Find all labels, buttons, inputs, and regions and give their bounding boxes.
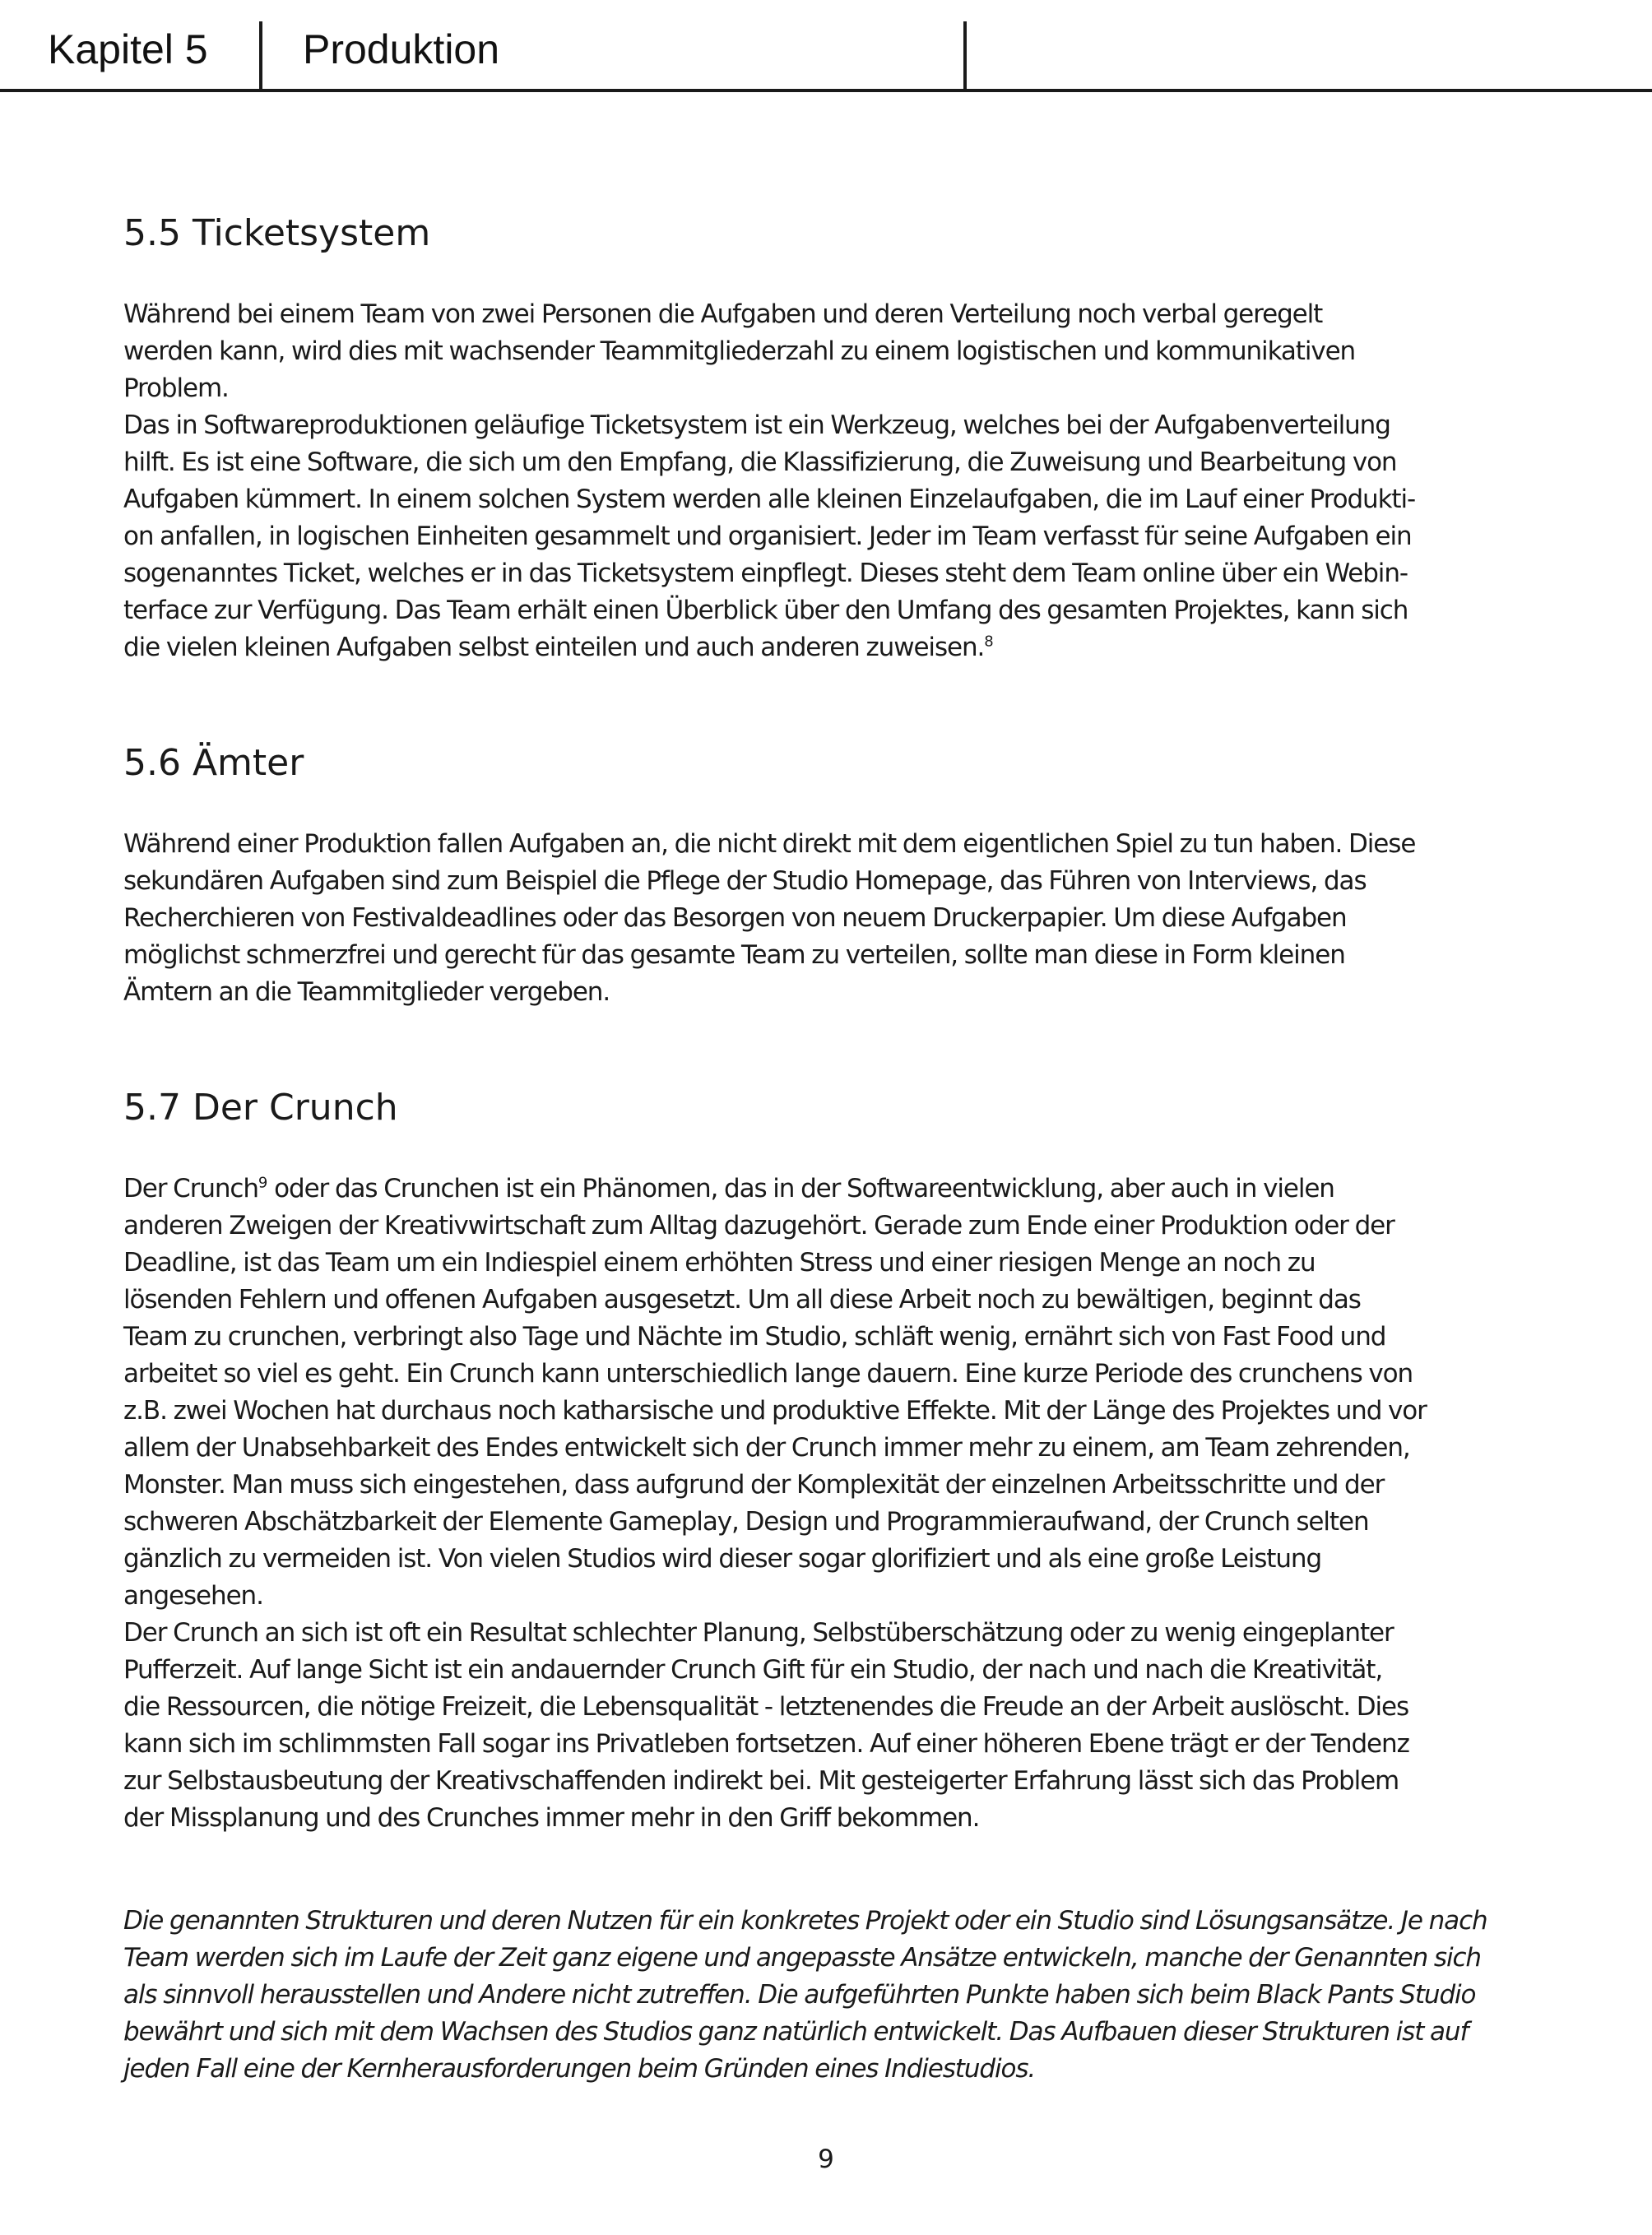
- page-content: [123, 211, 1538, 2088]
- text-line: schweren Abschätzbarkeit der Elemente Gameplay, Design und Programmieraufwand, der Crunch selten: [123, 1507, 1369, 1537]
- text-line: jeden Fall eine der Kernherausforderungen beim Gründen eines Indiestudios.: [123, 2054, 1036, 2084]
- page-number: 9: [818, 2145, 834, 2174]
- text-line: die Ressourcen, die nötige Freizeit, die Lebensqualität - letztenendes die Freude an der Arbeit auslöscht. Dies: [123, 1692, 1409, 1722]
- text-line: lösenden Fehlern und offenen Aufgaben ausgesetzt. Um all diese Arbeit noch zu bewältigen, beginnt das: [123, 1285, 1361, 1315]
- chapter-label: Kapitel 5: [48, 26, 208, 72]
- text-line: Team zu crunchen, verbringt also Tage und Nächte im Studio, schläft wenig, ernährt sich von Fast Food und: [123, 1322, 1386, 1352]
- page-header: [0, 0, 1652, 92]
- text-line: Während einer Produktion fallen Aufgaben an, die nicht direkt mit dem eigentlichen Spiel zu tun haben. Diese: [123, 829, 1416, 859]
- text-line: sogenanntes Ticket, welches er in das Ticketsystem einpflegt. Dieses steht dem Team online über ein Webin-: [123, 559, 1408, 588]
- text-line: kann sich im schlimmsten Fall sogar ins Privatleben fortsetzen. Auf einer höheren Ebene trägt er der Tendenz: [123, 1729, 1409, 1759]
- text-line: Problem.: [123, 373, 229, 403]
- text-line: zur Selbstausbeutung der Kreativschaffenden indirekt bei. Mit gesteigerter Erfahrung lässt sich das Problem: [123, 1766, 1399, 1796]
- text-line: [123, 629, 1538, 666]
- paragraph-ticketsystem: [123, 296, 1538, 666]
- text-line: Aufgaben kümmert. In einem solchen System werden alle kleinen Einzelaufgaben, die im Lauf einer Produkti-: [123, 485, 1416, 514]
- text-line: arbeitet so viel es geht. Ein Crunch kann unterschiedlich lange dauern. Eine kurze Periode des crunchens von: [123, 1359, 1413, 1389]
- text-line: bewährt und sich mit dem Wachsen des Studios ganz natürlich entwickelt. Das Aufbauen dieser Strukturen ist auf: [123, 2017, 1469, 2047]
- text-line: werden kann, wird dies mit wachsender Teammitgliederzahl zu einem logistischen und kommunikativen: [123, 336, 1356, 366]
- text-line: als sinnvoll herausstellen und Andere nicht zutreffen. Die aufgeführten Punkte haben sich beim Black Pants Studio: [123, 1980, 1476, 2010]
- text-line-start: Der Crunch: [123, 1174, 258, 1203]
- text-line-content: die vielen kleinen Aufgaben selbst einteilen und auch anderen zuweisen.: [123, 633, 985, 662]
- text-line: Ämtern an die Teammitglieder vergeben.: [123, 977, 610, 1007]
- text-line: terface zur Verfügung. Das Team erhält einen Überblick über den Umfang des gesamten Projektes, kann sich: [123, 596, 1408, 625]
- section-heading-crunch: 5.7 Der Crunch: [123, 1087, 398, 1129]
- text-line: on anfallen, in logischen Einheiten gesammelt und organisiert. Jeder im Team verfasst für seine Aufgaben ein: [123, 522, 1412, 551]
- text-line: Die genannten Strukturen und deren Nutzen für ein konkretes Projekt oder ein Studio sind Lösungsansätze. Je nach: [123, 1906, 1487, 1936]
- text-line: hilft. Es ist eine Software, die sich um den Empfang, die Klassifizierung, die Zuweisung und Bearbeitung von: [123, 447, 1397, 477]
- paragraph-aemter: [123, 826, 1538, 1011]
- text-line: z.B. zwei Wochen hat durchaus noch katharsische und produktive Effekte. Mit der Länge des Projektes und vor: [123, 1396, 1427, 1426]
- section-heading-ticketsystem: 5.5 Ticketsystem: [123, 212, 431, 254]
- text-line: der Missplanung und des Crunches immer mehr in den Griff bekommen.: [123, 1803, 980, 1833]
- text-line-rest: oder das Crunchen ist ein Phänomen, das in der Softwareentwicklung, aber auch in vielen: [267, 1174, 1334, 1203]
- text-line: [123, 1171, 1538, 1208]
- text-line: Monster. Man muss sich eingestehen, dass aufgrund der Komplexität der einzelnen Arbeitsschritte und der: [123, 1470, 1385, 1500]
- text-line: Recherchieren von Festivaldeadlines oder das Besorgen von neuem Druckerpapier. Um diese Aufgaben: [123, 903, 1347, 933]
- section-heading-aemter: 5.6 Ämter: [123, 742, 304, 784]
- text-line: sekundären Aufgaben sind zum Beispiel die Pflege der Studio Homepage, das Führen von Interviews, das: [123, 866, 1367, 896]
- text-line: Der Crunch an sich ist oft ein Resultat schlechter Planung, Selbstüberschätzung oder zu wenig eingeplanter: [123, 1618, 1394, 1648]
- header-divider: [963, 21, 967, 90]
- text-line: gänzlich zu vermeiden ist. Von vielen Studios wird dieser sogar glorifiziert und als eine große Leistung: [123, 1544, 1322, 1574]
- text-line: anderen Zweigen der Kreativwirtschaft zum Alltag dazugehört. Gerade zum Ende einer Produktion oder der: [123, 1211, 1394, 1240]
- text-line: allem der Unabsehbarkeit des Endes entwickelt sich der Crunch immer mehr zu einem, am Team zehrenden,: [123, 1433, 1410, 1463]
- footnote-marker[interactable]: 8: [984, 633, 994, 651]
- text-line: Team werden sich im Laufe der Zeit ganz eigene und angepasste Ansätze entwickeln, manche der Genannten sich: [123, 1943, 1481, 1973]
- header-rule: [0, 89, 1652, 92]
- text-line: Während bei einem Team von zwei Personen die Aufgaben und deren Verteilung noch verbal geregelt: [123, 299, 1323, 329]
- closing-paragraph: [123, 1903, 1538, 2088]
- footnote-marker[interactable]: 9: [258, 1174, 268, 1192]
- header-divider: [259, 21, 262, 90]
- text-line: Deadline, ist das Team um ein Indiespiel einem erhöhten Stress und einer riesigen Menge an noch zu: [123, 1248, 1316, 1277]
- text-line: Das in Softwareproduktionen geläufige Ticketsystem ist ein Werkzeug, welches bei der Aufgabenverteilung: [123, 410, 1390, 440]
- text-line: angesehen.: [123, 1581, 263, 1611]
- text-line: möglichst schmerzfrei und gerecht für das gesamte Team zu verteilen, sollte man diese in Form kleinen: [123, 940, 1345, 970]
- chapter-title: Produktion: [303, 26, 500, 72]
- text-line: Pufferzeit. Auf lange Sicht ist ein andauernder Crunch Gift für ein Studio, der nach und nach die Kreativität,: [123, 1655, 1383, 1685]
- paragraph-crunch: [123, 1171, 1538, 1837]
